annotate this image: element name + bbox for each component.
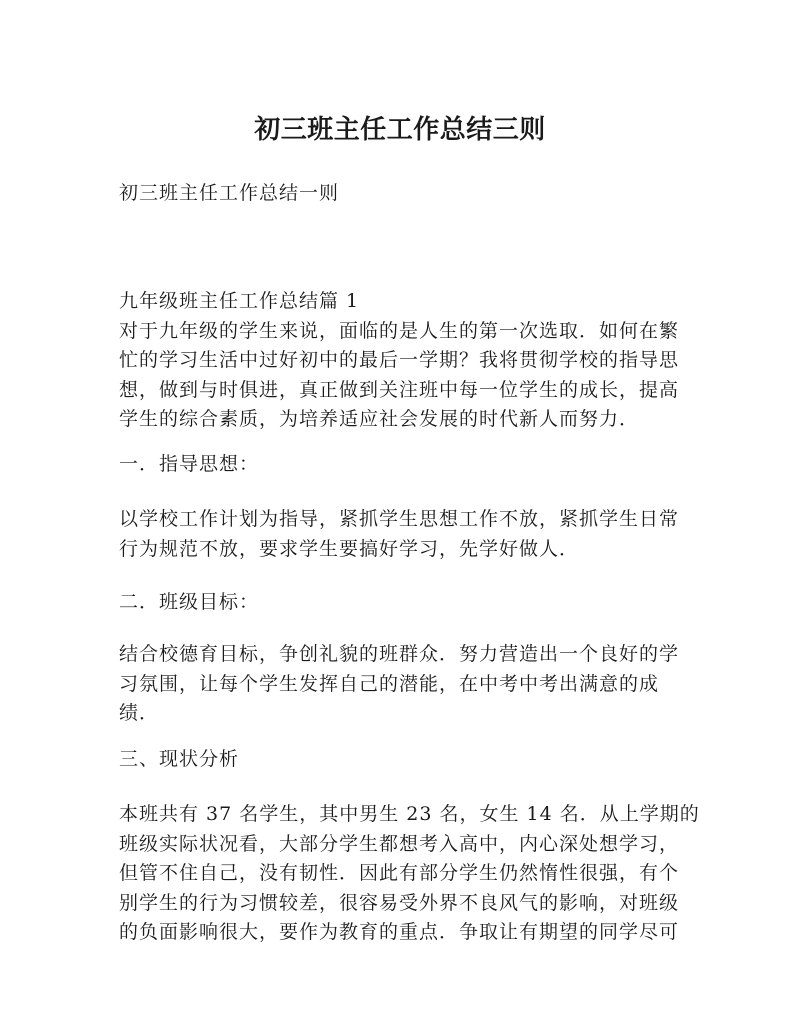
paragraph-line: 本班共有 37 名学生，其中男生 23 名，女生 14 名．从上学期的 xyxy=(119,803,700,825)
paragraph-line: 的负面影响很大，要作为教育的重点．争取让有期望的同学尽可 xyxy=(119,921,680,943)
paragraph-line: 忙的学习生活中过好初中的最后一学期？我将贯彻学校的指导思 xyxy=(119,349,680,371)
section-intro-block xyxy=(119,287,719,435)
heading-class-goals xyxy=(119,588,719,618)
section-heading: 二．班级目标： xyxy=(119,591,260,613)
paragraph-line: 想，做到与时俱进，真正做到关注班中每一位学生的成长，提高 xyxy=(119,378,680,401)
document-title: 初三班主任工作总结三则 xyxy=(254,115,546,145)
paragraph-line: 行为规范不放，要求学生要搞好学习，先学好做人． xyxy=(119,537,580,560)
paragraph-line: 以学校工作计划为指导，紧抓学生思想工作不放，紧抓学生日常 xyxy=(119,508,680,530)
section-title: 九年级班主任工作总结篇 1 xyxy=(119,290,360,312)
paragraph-line: 对于九年级的学生来说，面临的是人生的第一次选取．如何在繁 xyxy=(119,319,680,342)
class-goals-paragraph xyxy=(119,640,719,729)
paragraph-line: 但管不住自己，没有韧性．因此有部分学生仍然惰性很强，有个 xyxy=(119,862,680,884)
paragraph-line: 别学生的行为习惯较差，很容易受外界不良风气的影响，对班级 xyxy=(119,891,680,914)
current-analysis-paragraph xyxy=(119,800,719,948)
section-heading: 一．指导思想： xyxy=(119,453,260,475)
paragraph-line: 绩． xyxy=(119,702,160,724)
paragraph-line: 结合校德育目标，争创礼貌的班群众．努力营造出一个良好的学 xyxy=(119,643,680,665)
section-heading: 三、现状分析 xyxy=(119,748,240,770)
heading-current-analysis xyxy=(119,745,719,775)
paragraph-line: 学生的综合素质，为培养适应社会发展的时代新人而努力． xyxy=(119,408,640,430)
document-subtitle: 初三班主任工作总结一则 xyxy=(119,182,340,204)
guiding-ideology-paragraph xyxy=(119,505,719,564)
paragraph-line: 班级实际状况看，大部分学生都想考入高中，内心深处想学习， xyxy=(119,832,680,855)
paragraph-line: 习氛围，让每个学生发挥自己的潜能，在中考中考出满意的成 xyxy=(119,672,660,695)
heading-guiding-ideology xyxy=(119,450,719,480)
